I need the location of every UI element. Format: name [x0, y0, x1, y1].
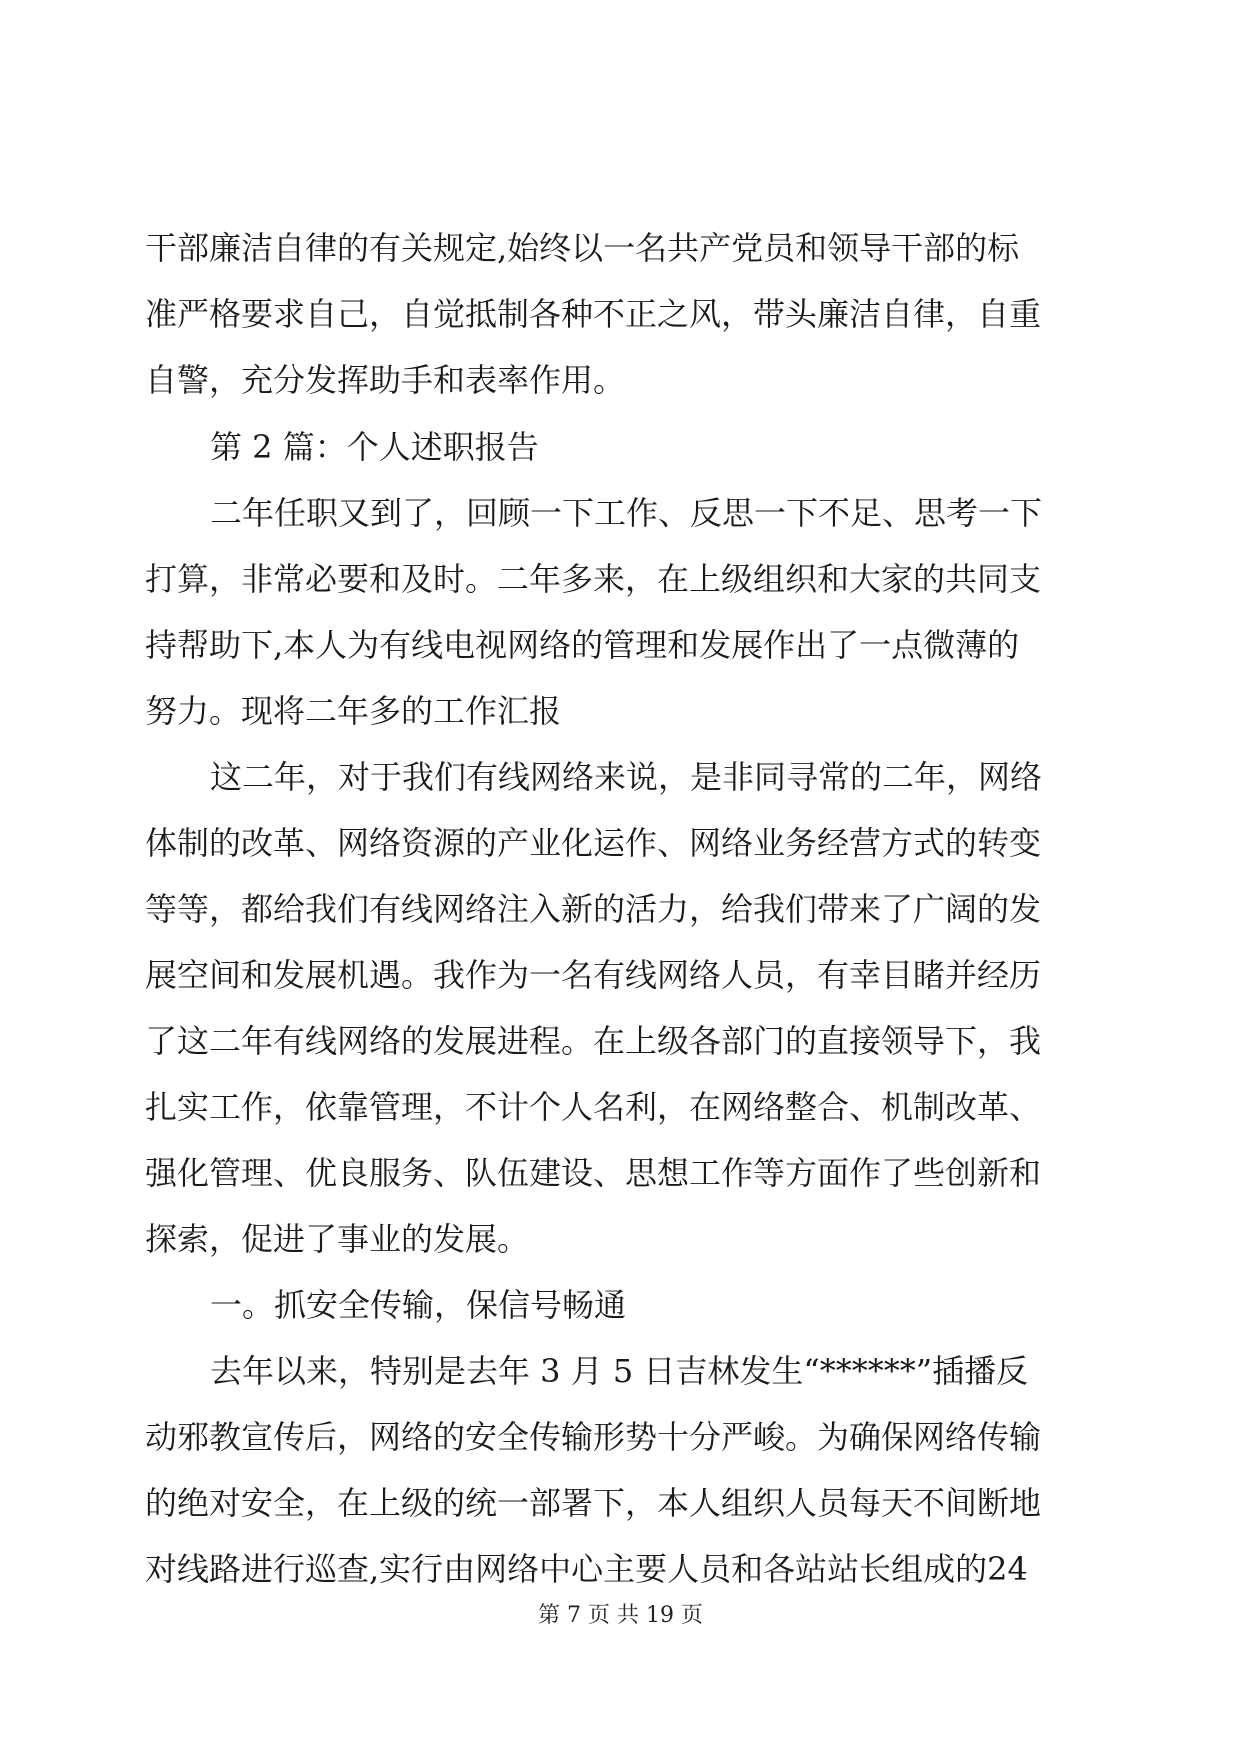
- line-text: 对线路进行巡查,实行由网络中心主要人员和各站站长组成的24: [145, 1550, 1028, 1588]
- text-line: [0, 1219, 1241, 1259]
- line-text: 了这二年有线网络的发展进程。在上级各部门的直接领导下，我: [145, 1022, 1042, 1060]
- line-text: 打算，非常必要和及时。二年多来，在上级组织和大家的共同支: [145, 560, 1042, 598]
- text-line: [0, 955, 1241, 995]
- line-text: 持帮助下,本人为有线电视网络的管理和发展作出了一点微薄的: [145, 626, 1020, 664]
- text-line: [0, 691, 1241, 731]
- text-line: [0, 823, 1241, 863]
- line-text: 的绝对安全，在上级的统一部署下，本人组织人员每天不间断地: [145, 1484, 1042, 1522]
- text-line: [0, 294, 1241, 334]
- text-line: [0, 757, 1241, 797]
- line-text: 体制的改革、网络资源的产业化运作、网络业务经营方式的转变: [145, 824, 1042, 862]
- line-text: 自警，充分发挥助手和表率作用。: [145, 361, 626, 399]
- section-heading: [0, 1285, 1241, 1325]
- line-text: 这二年，对于我们有线网络来说，是非同寻常的二年，网络: [210, 758, 1043, 796]
- section-heading: [0, 427, 1241, 467]
- text-line: [0, 1417, 1241, 1457]
- page-footer: [0, 1602, 1241, 1630]
- text-line: [0, 1153, 1241, 1193]
- text-line: [0, 1087, 1241, 1127]
- text-line: [0, 1549, 1241, 1589]
- text-line: [0, 1021, 1241, 1061]
- text-line: [0, 1483, 1241, 1523]
- text-line: [0, 493, 1241, 533]
- text-line: [0, 559, 1241, 599]
- line-text: 准严格要求自己，自觉抵制各种不正之风，带头廉洁自律，自重: [145, 295, 1042, 333]
- line-text: 干部廉洁自律的有关规定,始终以一名共产党员和领导干部的标: [145, 229, 1020, 267]
- line-text: 努力。现将二年多的工作汇报: [145, 692, 562, 730]
- line-text: 探索，促进了事业的发展。: [145, 1220, 530, 1258]
- line-text: 去年以来，特别是去年 3 月 5 日吉林发生“******”插播反: [210, 1352, 1029, 1390]
- line-text: 展空间和发展机遇。我作为一名有线网络人员，有幸目睹并经历: [145, 956, 1042, 994]
- text-line: [0, 360, 1241, 400]
- text-line: [0, 228, 1241, 268]
- text-line: [0, 625, 1241, 665]
- line-text: 二年任职又到了，回顾一下工作、反思一下不足、思考一下: [210, 494, 1043, 532]
- line-text: 强化管理、优良服务、队伍建设、思想工作等方面作了些创新和: [145, 1154, 1042, 1192]
- line-text: 扎实工作，依靠管理，不计个人名利，在网络整合、机制改革、: [145, 1088, 1042, 1126]
- line-text: 动邪教宣传后，网络的安全传输形势十分严峻。为确保网络传输: [145, 1418, 1042, 1456]
- line-text: 第 2 篇：个人述职报告: [210, 428, 539, 466]
- line-text: 等等，都给我们有线网络注入新的活力，给我们带来了广阔的发: [145, 890, 1042, 928]
- page-number: 第 7 页 共 19 页: [538, 1603, 703, 1628]
- text-line: [0, 1351, 1241, 1391]
- text-line: [0, 889, 1241, 929]
- line-text: 一。抓安全传输，保信号畅通: [210, 1286, 627, 1324]
